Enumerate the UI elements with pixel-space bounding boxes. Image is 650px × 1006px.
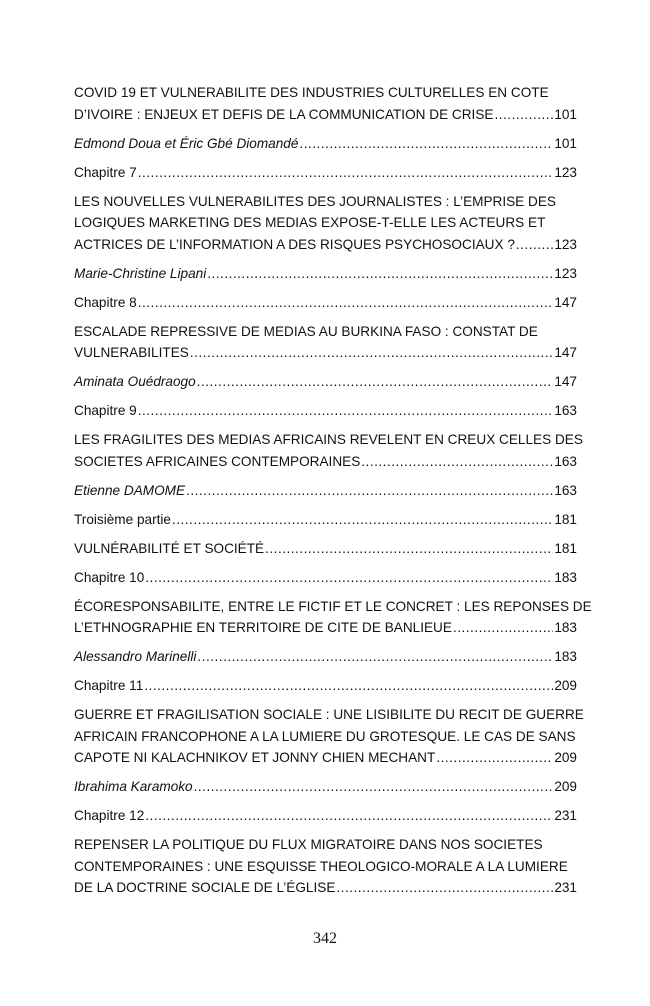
toc-author: Alessandro Marinelli bbox=[74, 649, 197, 664]
toc-entry bbox=[74, 596, 592, 639]
toc-entry bbox=[74, 191, 577, 256]
toc-line bbox=[74, 321, 577, 343]
toc-entry bbox=[74, 162, 577, 184]
dot-leader bbox=[516, 234, 553, 256]
toc-entry bbox=[74, 646, 577, 668]
toc-line bbox=[74, 212, 577, 234]
toc-page-number: 123 bbox=[554, 236, 577, 252]
toc-line bbox=[74, 480, 577, 502]
toc-line bbox=[74, 342, 577, 364]
toc-entry bbox=[74, 263, 577, 285]
toc-title: COVID 19 ET VULNERABILITE DES INDUSTRIES CULTURELLES EN COTE bbox=[74, 85, 549, 100]
toc-line bbox=[74, 234, 577, 256]
toc-author: Aminata Ouédraogo bbox=[74, 374, 196, 389]
toc-page-number: 163 bbox=[554, 403, 577, 418]
toc-page-number: 163 bbox=[554, 482, 577, 498]
toc-entry bbox=[74, 538, 577, 560]
toc-entry bbox=[74, 834, 577, 899]
toc-title: DE LA DOCTRINE SOCIALE DE L’ÉGLISE bbox=[74, 880, 336, 895]
toc-title: Chapitre 11 bbox=[74, 678, 144, 693]
toc-title: L’ETHNOGRAPHIE EN TERRITOIRE DE CITE DE BANLIEUE bbox=[74, 620, 452, 635]
toc-entry bbox=[74, 567, 577, 589]
toc-page-number: 181 bbox=[554, 540, 577, 556]
dot-leader bbox=[186, 480, 553, 502]
toc-entry bbox=[74, 509, 577, 531]
toc-entry bbox=[74, 429, 583, 472]
toc-title: ACTRICES DE L’INFORMATION A DES RISQUES PSYCHOSOCIAUX ? bbox=[74, 236, 515, 252]
toc-title: Troisième partie bbox=[74, 511, 171, 527]
toc-title: VULNÉRABILITÉ ET SOCIÉTÉ bbox=[74, 540, 265, 556]
toc-line bbox=[74, 133, 577, 155]
dot-leader bbox=[138, 400, 554, 422]
toc-title: CONTEMPORAINES : UNE ESQUISSE THEOLOGICO-MORALE A LA LUMIERE bbox=[74, 858, 568, 874]
toc-entry bbox=[74, 704, 584, 769]
toc-line bbox=[74, 856, 577, 878]
table-of-contents bbox=[74, 82, 592, 906]
toc-line bbox=[74, 646, 577, 668]
toc-entry bbox=[74, 400, 577, 422]
toc-line bbox=[74, 805, 577, 827]
toc-line bbox=[74, 371, 577, 393]
dot-leader bbox=[265, 538, 553, 560]
toc-title: Chapitre 12 bbox=[74, 808, 145, 823]
toc-entry bbox=[74, 675, 577, 697]
dot-leader bbox=[453, 617, 553, 639]
toc-line bbox=[74, 675, 577, 697]
toc-entry bbox=[74, 371, 577, 393]
toc-line bbox=[74, 400, 577, 422]
toc-title: LES FRAGILITES DES MEDIAS AFRICAINS REVELENT EN CREUX CELLES DES bbox=[74, 432, 583, 447]
toc-page-number: 231 bbox=[554, 880, 577, 895]
toc-line bbox=[74, 596, 592, 618]
toc-page-number: 101 bbox=[554, 106, 577, 122]
dot-leader bbox=[197, 371, 554, 393]
dot-leader bbox=[436, 747, 553, 769]
toc-page-number: 209 bbox=[554, 678, 577, 693]
toc-page-number: 123 bbox=[554, 265, 577, 281]
page-number: 342 bbox=[313, 930, 337, 947]
toc-entry bbox=[74, 82, 577, 125]
toc-page-number: 183 bbox=[554, 649, 577, 664]
toc-line bbox=[74, 263, 577, 285]
toc-title: Chapitre 7 bbox=[74, 164, 137, 180]
toc-title: LOGIQUES MARKETING DES MEDIAS EXPOSE-T-ELLE LES ACTEURS ET bbox=[74, 215, 546, 230]
dot-leader bbox=[299, 133, 553, 155]
toc-page-number: 163 bbox=[554, 453, 577, 469]
toc-page-number: 209 bbox=[554, 779, 577, 794]
toc-page-number: 209 bbox=[554, 750, 577, 765]
toc-line bbox=[74, 191, 577, 213]
toc-line bbox=[74, 82, 577, 104]
toc-line bbox=[74, 538, 577, 560]
toc-line bbox=[74, 104, 577, 126]
dot-leader bbox=[197, 646, 553, 668]
toc-author: Etienne DAMOME bbox=[74, 482, 186, 498]
toc-title: REPENSER LA POLITIQUE DU FLUX MIGRATOIRE DANS NOS SOCIETES bbox=[74, 837, 543, 852]
dot-leader bbox=[336, 877, 553, 899]
toc-title: LES NOUVELLES VULNERABILITES DES JOURNALISTES : L’EMPRISE DES bbox=[74, 193, 556, 209]
toc-line bbox=[74, 292, 577, 314]
toc-entry bbox=[74, 776, 577, 798]
toc-entry bbox=[74, 805, 577, 827]
dot-leader bbox=[138, 292, 554, 314]
toc-title: Chapitre 9 bbox=[74, 403, 137, 418]
toc-title: SOCIETES AFRICAINES CONTEMPORAINES bbox=[74, 453, 361, 469]
dot-leader bbox=[207, 263, 553, 285]
toc-line bbox=[74, 429, 583, 451]
toc-title: VULNERABILITES bbox=[74, 345, 189, 360]
toc-line bbox=[74, 617, 577, 639]
toc-line bbox=[74, 704, 584, 726]
toc-title: ÉCORESPONSABILITE, ENTRE LE FICTIF ET LE CONCRET : LES REPONSES DE bbox=[74, 598, 592, 614]
dot-leader bbox=[145, 567, 553, 589]
toc-page-number: 183 bbox=[554, 620, 577, 635]
toc-line bbox=[74, 567, 577, 589]
toc-title: AFRICAIN FRANCOPHONE A LA LUMIERE DU GROTESQUE. LE CAS DE SANS bbox=[74, 728, 576, 744]
toc-page-number: 183 bbox=[554, 569, 577, 585]
toc-page-number: 147 bbox=[554, 294, 577, 310]
toc-line bbox=[74, 509, 577, 531]
toc-page-number: 101 bbox=[554, 135, 577, 151]
toc-page-number: 123 bbox=[554, 164, 577, 180]
dot-leader bbox=[494, 104, 553, 126]
toc-entry bbox=[74, 133, 577, 155]
toc-line bbox=[74, 162, 577, 184]
toc-entry bbox=[74, 292, 577, 314]
toc-page-number: 181 bbox=[554, 511, 577, 527]
toc-page-number: 147 bbox=[554, 345, 577, 360]
dot-leader bbox=[138, 162, 554, 184]
toc-title: D’IVOIRE : ENJEUX ET DEFIS DE LA COMMUNICATION DE CRISE bbox=[74, 106, 494, 122]
toc-page-number: 231 bbox=[554, 808, 577, 823]
dot-leader bbox=[190, 342, 553, 364]
dot-leader bbox=[172, 509, 553, 531]
dot-leader bbox=[361, 451, 553, 473]
toc-line bbox=[74, 747, 577, 769]
toc-title: ESCALADE REPRESSIVE DE MEDIAS AU BURKINA FASO : CONSTAT DE bbox=[74, 323, 538, 339]
toc-title: Chapitre 8 bbox=[74, 294, 137, 310]
toc-line bbox=[74, 451, 577, 473]
toc-title: CAPOTE NI KALACHNIKOV ET JONNY CHIEN MECHANT bbox=[74, 750, 436, 765]
dot-leader bbox=[144, 675, 553, 697]
toc-entry bbox=[74, 321, 577, 364]
toc-author: Edmond Doua et Éric Gbé Diomandé bbox=[74, 135, 299, 151]
toc-line bbox=[74, 834, 577, 856]
toc-author: Marie-Christine Lipani bbox=[74, 265, 207, 281]
dot-leader bbox=[194, 776, 554, 798]
dot-leader bbox=[145, 805, 553, 827]
toc-line bbox=[74, 877, 577, 899]
toc-line bbox=[74, 726, 577, 748]
toc-line bbox=[74, 776, 577, 798]
toc-title: Chapitre 10 bbox=[74, 569, 145, 585]
toc-page-number: 147 bbox=[554, 374, 577, 389]
toc-entry bbox=[74, 480, 577, 502]
toc-author: Ibrahima Karamoko bbox=[74, 779, 193, 794]
toc-title: GUERRE ET FRAGILISATION SOCIALE : UNE LISIBILITE DU RECIT DE GUERRE bbox=[74, 707, 584, 722]
